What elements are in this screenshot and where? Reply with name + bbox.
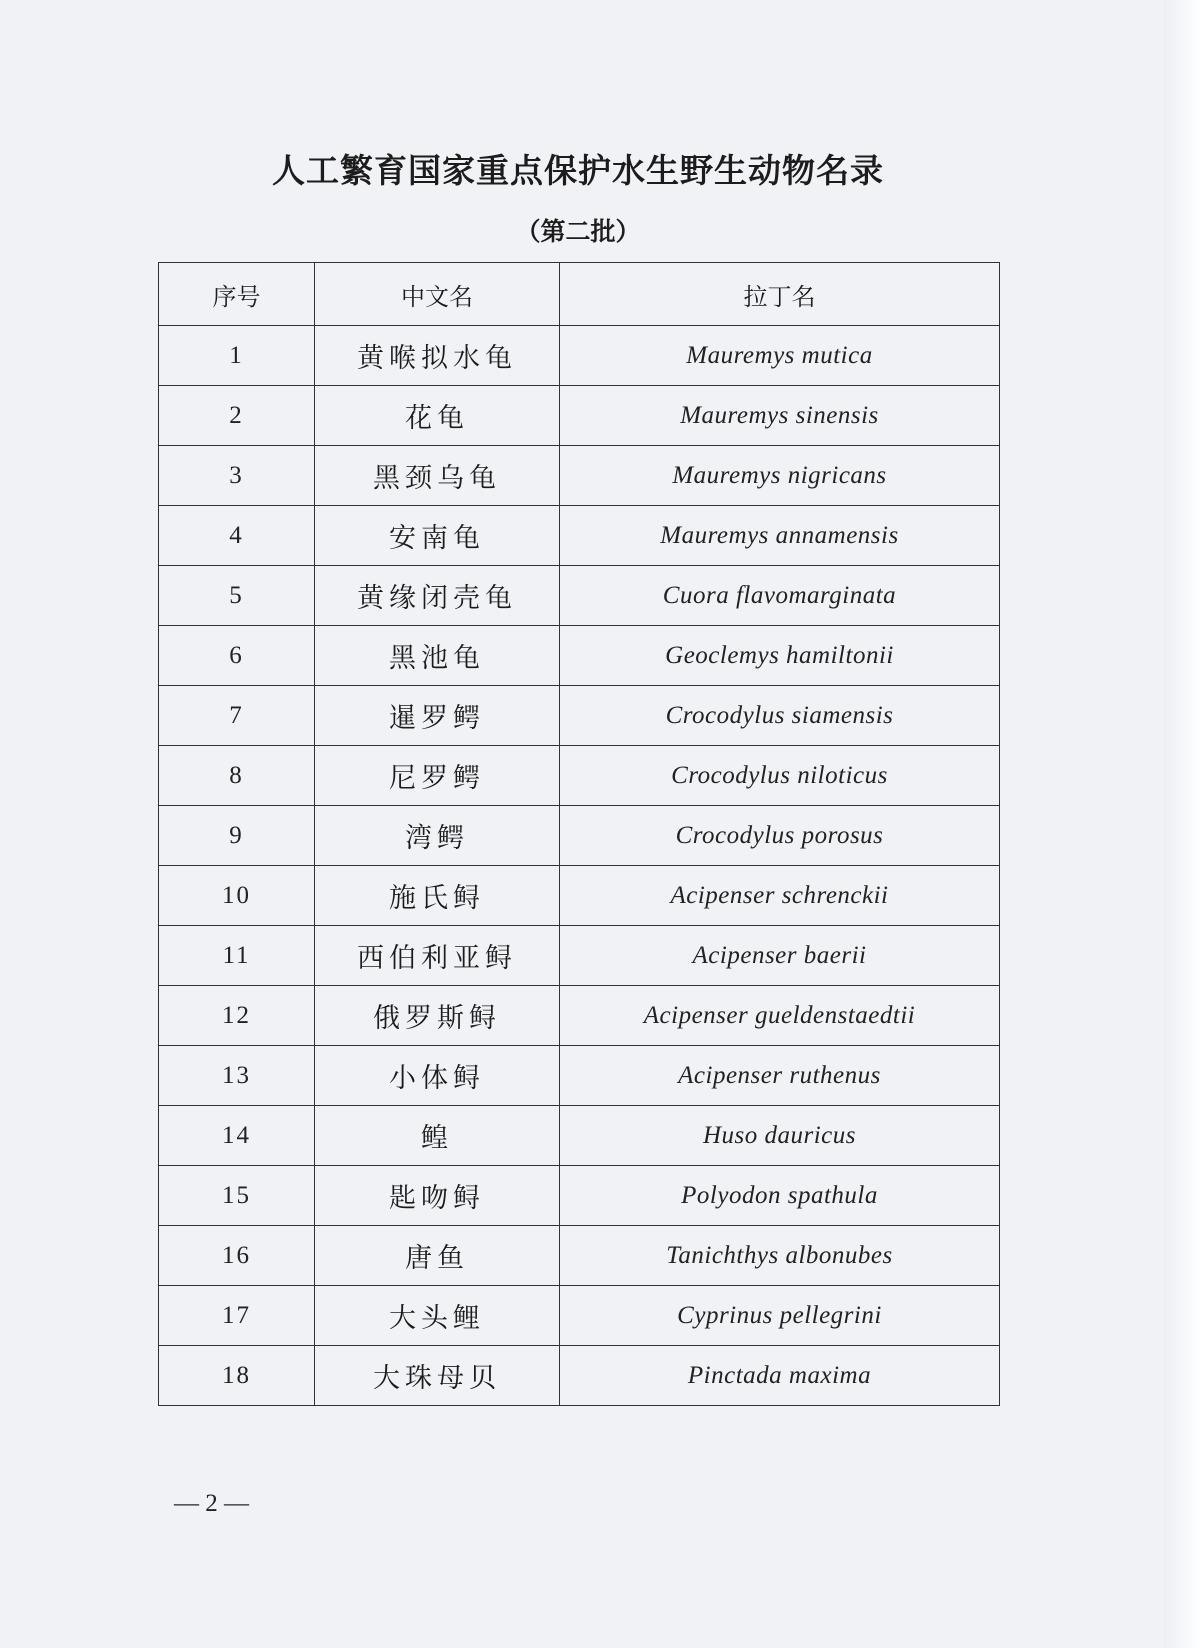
row-number: 1 [159,326,315,386]
row-number: 5 [159,566,315,626]
chinese-name: 鳇 [315,1106,560,1166]
chinese-name: 黄喉拟水龟 [315,326,560,386]
latin-name: Acipenser schrenckii [560,866,1000,926]
row-number: 6 [159,626,315,686]
latin-name: Mauremys sinensis [560,386,1000,446]
row-number: 8 [159,746,315,806]
latin-name: Geoclemys hamiltonii [560,626,1000,686]
table-row [159,1286,1000,1346]
table-header-row [159,263,1000,326]
chinese-name: 湾鳄 [315,806,560,866]
page-edge [1164,0,1200,1648]
document-title: 人工繁育国家重点保护水生野生动物名录 [272,151,884,190]
table-row [159,446,1000,506]
table-row [159,806,1000,866]
header-chinese-name: 中文名 [315,263,560,326]
header-serial-number: 序号 [159,263,315,326]
header-latin-name: 拉丁名 [560,263,1000,326]
latin-name: Mauremys annamensis [560,506,1000,566]
chinese-name: 唐鱼 [315,1226,560,1286]
row-number: 3 [159,446,315,506]
row-number: 9 [159,806,315,866]
chinese-name: 大珠母贝 [315,1346,560,1406]
row-number: 15 [159,1166,315,1226]
row-number: 11 [159,926,315,986]
latin-name: Acipenser baerii [560,926,1000,986]
chinese-name: 黑池龟 [315,626,560,686]
latin-name: Acipenser gueldenstaedtii [560,986,1000,1046]
latin-name: Cuora flavomarginata [560,566,1000,626]
table-row [159,506,1000,566]
table-row [159,746,1000,806]
table-row [159,1166,1000,1226]
document-subtitle: （第二批） [515,217,641,246]
table-row [159,326,1000,386]
row-number: 14 [159,1106,315,1166]
table-row [159,626,1000,686]
latin-name: Huso dauricus [560,1106,1000,1166]
table-row [159,1106,1000,1166]
latin-name: Polyodon spathula [560,1166,1000,1226]
latin-name: Crocodylus niloticus [560,746,1000,806]
chinese-name: 小体鲟 [315,1046,560,1106]
chinese-name: 安南龟 [315,506,560,566]
table-row [159,1226,1000,1286]
row-number: 13 [159,1046,315,1106]
row-number: 7 [159,686,315,746]
latin-name: Acipenser ruthenus [560,1046,1000,1106]
latin-name: Mauremys nigricans [560,446,1000,506]
row-number: 12 [159,986,315,1046]
table-row [159,566,1000,626]
table-row [159,1346,1000,1406]
table-row [159,1046,1000,1106]
chinese-name: 施氏鲟 [315,866,560,926]
latin-name: Crocodylus siamensis [560,686,1000,746]
row-number: 16 [159,1226,315,1286]
chinese-name: 尼罗鳄 [315,746,560,806]
chinese-name: 黑颈乌龟 [315,446,560,506]
table-row [159,866,1000,926]
chinese-name: 黄缘闭壳龟 [315,566,560,626]
table-row [159,686,1000,746]
species-table [158,262,1000,1406]
table-row [159,386,1000,446]
row-number: 18 [159,1346,315,1406]
latin-name: Pinctada maxima [560,1346,1000,1406]
chinese-name: 匙吻鲟 [315,1166,560,1226]
chinese-name: 花龟 [315,386,560,446]
row-number: 17 [159,1286,315,1346]
latin-name: Cyprinus pellegrini [560,1286,1000,1346]
latin-name: Tanichthys albonubes [560,1226,1000,1286]
table-row [159,926,1000,986]
row-number: 4 [159,506,315,566]
page-number: — 2 — [174,1490,249,1517]
latin-name: Crocodylus porosus [560,806,1000,866]
row-number: 2 [159,386,315,446]
chinese-name: 大头鲤 [315,1286,560,1346]
chinese-name: 俄罗斯鲟 [315,986,560,1046]
chinese-name: 西伯利亚鲟 [315,926,560,986]
chinese-name: 暹罗鳄 [315,686,560,746]
latin-name: Mauremys mutica [560,326,1000,386]
row-number: 10 [159,866,315,926]
table-row [159,986,1000,1046]
